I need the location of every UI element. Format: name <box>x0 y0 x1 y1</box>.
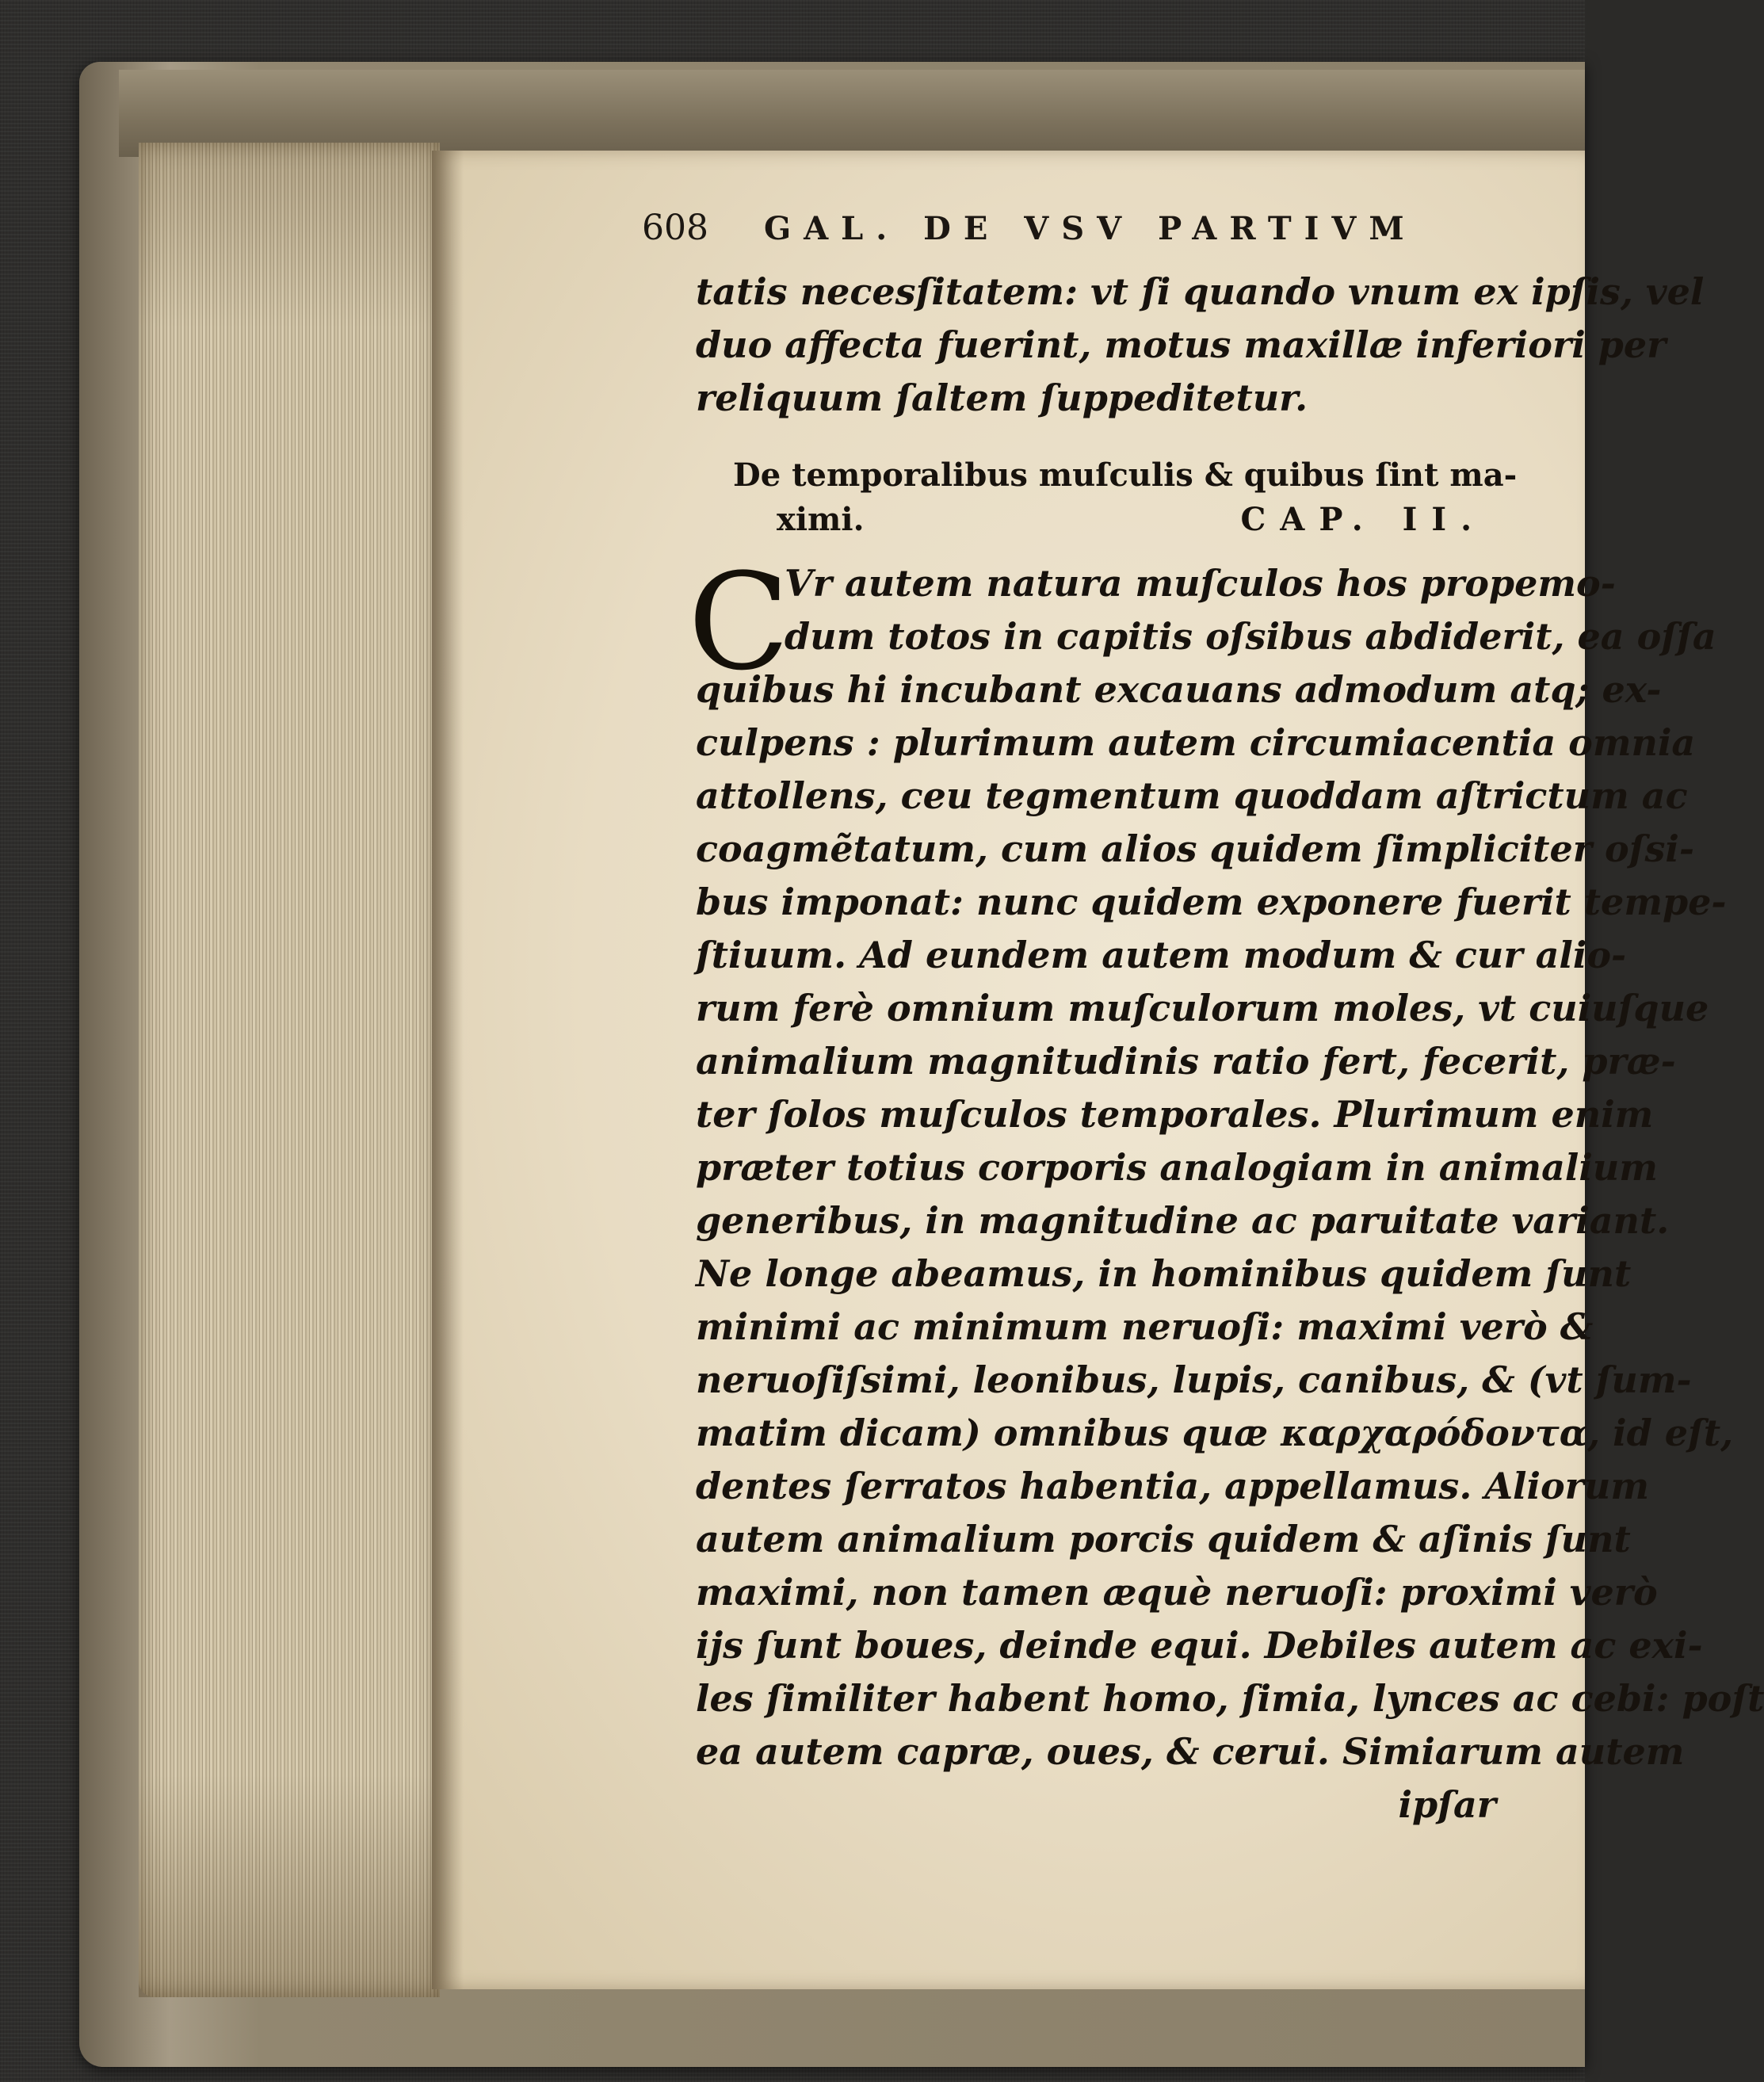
chapter-title-end: ximi. <box>777 501 865 538</box>
chapter-body-text <box>696 557 1764 1832</box>
previous-chapter-text <box>696 266 1705 425</box>
text-line: quibus hi incubant excauans admodum atq; ex- <box>696 668 1662 711</box>
text-line: matim dicam) omnibus quæ καρχαρόδοντα, id eſt, <box>696 1412 1734 1454</box>
text-line: autem animalium porcis quidem & aſinis ſunt <box>696 1518 1631 1561</box>
text-line: coagmẽtatum, cum alios quidem ſimpliciter oſsi- <box>696 827 1694 870</box>
text-line: dum totos in capitis oſsibus abdiderit, ea oſſa <box>785 615 1716 658</box>
chapter-title-line-2 <box>733 498 1494 542</box>
catchword: ipſar <box>1398 1783 1496 1826</box>
chapter-heading <box>733 453 1518 542</box>
text-line: attollens, ceu tegmentum quoddam aſtrictum ac <box>696 774 1688 817</box>
text-line: reliquum ſaltem ſuppeditetur. <box>696 376 1308 419</box>
text-line: ter ſolos muſculos temporales. Plurimum enim <box>696 1093 1654 1136</box>
text-line: les ſimiliter habent homo, ſimia, lynces ac cebi: poſt <box>696 1677 1764 1720</box>
text-line: dentes ſerratos habentia, appellamus. Aliorum <box>696 1465 1650 1507</box>
text-line: culpens : plurimum autem circumiacentia omnia <box>696 721 1696 764</box>
text-line: generibus, in magnitudine ac paruitate variant. <box>696 1199 1670 1242</box>
text-line: minimi ac minimum neruoſi: maximi verò & <box>696 1305 1594 1348</box>
text-line: Ne longe abeamus, in hominibus quidem ſunt <box>696 1252 1632 1295</box>
text-line: ſtiuum. Ad eundem autem modum & cur alio- <box>696 934 1627 976</box>
text-line: rum ferè omnium muſculorum moles, vt cuiuſque <box>696 987 1709 1030</box>
text-line: tatis necesſitatem: vt ſi quando vnum ex ipſis, vel <box>696 270 1705 313</box>
chapter-label: CAP. II. <box>1240 501 1486 538</box>
text-line: maximi, non tamen æquè neruoſi: proximi verò <box>696 1571 1658 1614</box>
page-edges-stack <box>139 143 440 1997</box>
gutter-shadow <box>432 151 464 1989</box>
text-line: animalium magnitudinis ratio fert, fecerit, præ- <box>696 1040 1676 1083</box>
text-line: ijs ſunt boues, deinde equi. Debiles autem ac exi- <box>696 1624 1703 1667</box>
text-line: ea autem capræ, oues, & cerui. Simiarum autem <box>696 1730 1685 1773</box>
text-line: Vr autem natura muſculos hos propemo- <box>785 562 1616 605</box>
chapter-title-line-1: De temporalibus muſculis & quibus ſint ma- <box>733 457 1518 494</box>
drop-cap-initial: C <box>688 544 790 700</box>
page-number: 608 <box>642 208 708 248</box>
text-line: præter totius corporis analogiam in animalium <box>696 1146 1658 1189</box>
running-head <box>642 208 1434 248</box>
text-line: duo affecta fuerint, motus maxillæ inferiori per <box>696 323 1667 366</box>
text-line: bus imponat: nunc quidem exponere fuerit tempe- <box>696 881 1727 923</box>
running-title: GAL. DE VSV PARTIVM <box>763 210 1417 247</box>
text-line: neruoſiſsimi, leonibus, lupis, canibus, & (vt ſum- <box>696 1358 1692 1401</box>
